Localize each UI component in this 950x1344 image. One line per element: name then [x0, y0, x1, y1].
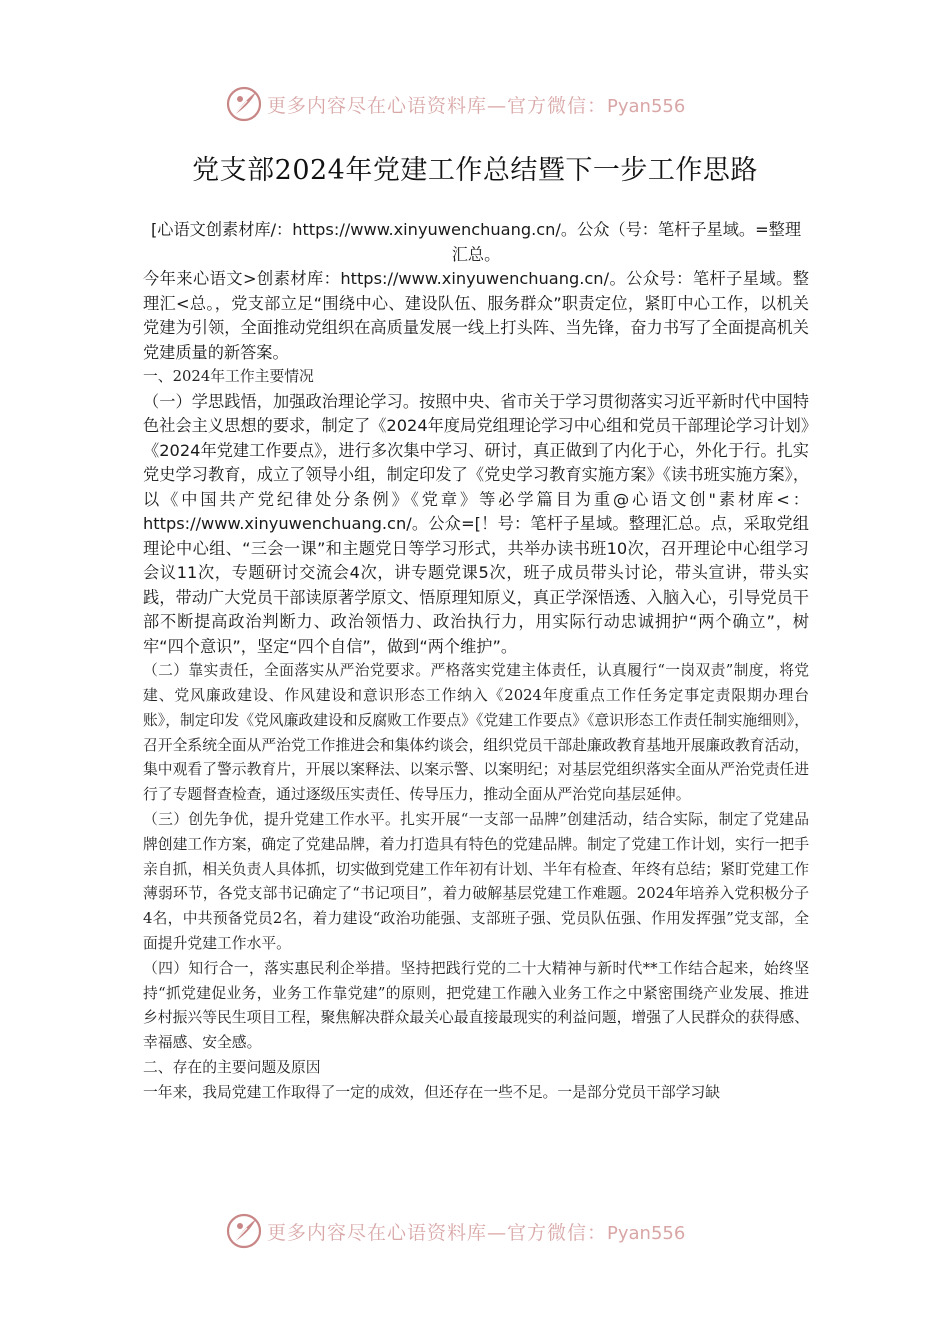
- intro-paragraph: 今年来心语文>创素材库：https://www.xinyuwenchuang.cn/。公众号：笔杆子星域。整理汇<总。，党支部立足“围绕中心、建设队伍、服务群众”职责定位，紧盯中心工作，以机关党建为引领，全面推动党组织在高质量发展一线上打头阵、当先锋，奋力书写了全面提高机关党建质量的新答案。: [143, 269, 809, 362]
- section-heading-1: 一、2024年工作主要情况: [143, 368, 314, 385]
- wechat-handle: Pyan556: [607, 1222, 686, 1244]
- source-line: [心语文创素材库/：https://www.xinyuwenchuang.cn/。公众（号：笔杆子星域。=整理汇总。: [150, 220, 802, 264]
- paragraph-5: 一年来，我局党建工作取得了一定的成效，但还存在一些不足。一是部分党员干部学习缺: [143, 1083, 721, 1101]
- footer-banner: [0, 1209, 950, 1253]
- paragraph-3: （三）创先争优，提升党建工作水平。扎实开展“一支部一品牌”创建活动，结合实际，制定了党建品牌创建工作方案，确定了党建品牌，着力打造具有特色的党建品牌。制定了党建工作计划，实行一把手亲自抓，相关负责人具体抓，切实做到党建工作年初有计划、半年有检查、年终有总结；紧盯党建工作薄弱环节，各党支部书记确定了“书记项目”，着力破解基层党建工作难题。2024年培养入党积极分子4名，中共预备党员2名，着力建设“政治功能强、支部班子强、党员队伍强、作用发挥强”党支部，全面提升党建工作水平。: [143, 811, 809, 953]
- header-banner: [0, 82, 950, 126]
- wechat-handle: Pyan556: [607, 95, 686, 117]
- document-body: [143, 218, 809, 1106]
- paragraph-1: （一）学思践悟，加强政治理论学习。按照中央、省市关于学习贯彻落实习近平新时代中国特色社会主义思想的要求，制定了《2024年度局党组理论学习中心组和党员干部理论学习计划》《2024年党建工作要点》，进行多次集中学习、研讨，真正做到了内化于心，外化于行。扎实党史学习教育，成立了领导小组，制定印发了《党史学习教育实施方案》《读书班实施方案》，以《中国共产党纪律处分条例》《党章》等必学篇目为重@心语文创"素材库<：https://www.xinyuwenchuang.cn/。公众=[！号：笔杆子星域。整理汇总。点，采取党组理论中心组、“三会一课”和主题党日等学习形式，共举办读书班10次，召开理论中心组学习会议11次，专题研讨交流会4次，讲专题党课5次，班子成员带头讨论，带头宣讲，带头实践，带动广大党员干部读原著学原文、悟原理知原义，真正学深悟透、入脑入心，引导党员干部不断提高政治判断力、政治领悟力、政治执行力，用实际行动忠诚拥护“两个确立”，树牢“四个意识”，坚定“四个自信”，做到“两个维护”。: [143, 391, 809, 656]
- page-title: 党支部2024年党建工作总结暨下一步工作思路: [192, 155, 758, 186]
- paragraph-2: （二）靠实责任，全面落实从严治党要求。严格落实党建主体责任，认真履行“一岗双责”制度，将党建、党风廉政建设、作风建设和意识形态工作纳入《2024年度重点工作任务定事定责限期办理台账》，制定印发《党风廉政建设和反腐败工作要点》《党建工作要点》《意识形态工作责任制实施细则》，召开全系统全面从严治党工作推进会和集体约谈会，组织党员干部赴廉政教育基地开展廉政教育活动，集中观看了警示教育片，开展以案释法、以案示警、以案明纪；对基层党组织落实全面从严治党责任进行了专题督查检查，通过逐级压实责任、传导压力，推动全面从严治党向基层延伸。: [143, 662, 809, 804]
- section-heading-2: 二、存在的主要问题及原因: [143, 1059, 321, 1077]
- quill-logo-icon: [225, 1212, 263, 1250]
- paragraph-4: （四）知行合一，落实惠民利企举措。坚持把践行党的二十大精神与新时代**工作结合起来，始终坚持“抓党建促业务，业务工作靠党建”的原则，把党建工作融入业务工作之中紧密围绕产业发展、推进乡村振兴等民生项目工程，聚焦解决群众最关心最直接最现实的利益问题，增强了人民群众的获得感、幸福感、安全感。: [143, 959, 809, 1052]
- quill-logo-icon: [225, 85, 263, 123]
- banner-text: 更多内容尽在心语资料库—官方微信：Pyan556: [267, 1221, 686, 1244]
- banner-text: 更多内容尽在心语资料库—官方微信：Pyan556: [267, 94, 686, 117]
